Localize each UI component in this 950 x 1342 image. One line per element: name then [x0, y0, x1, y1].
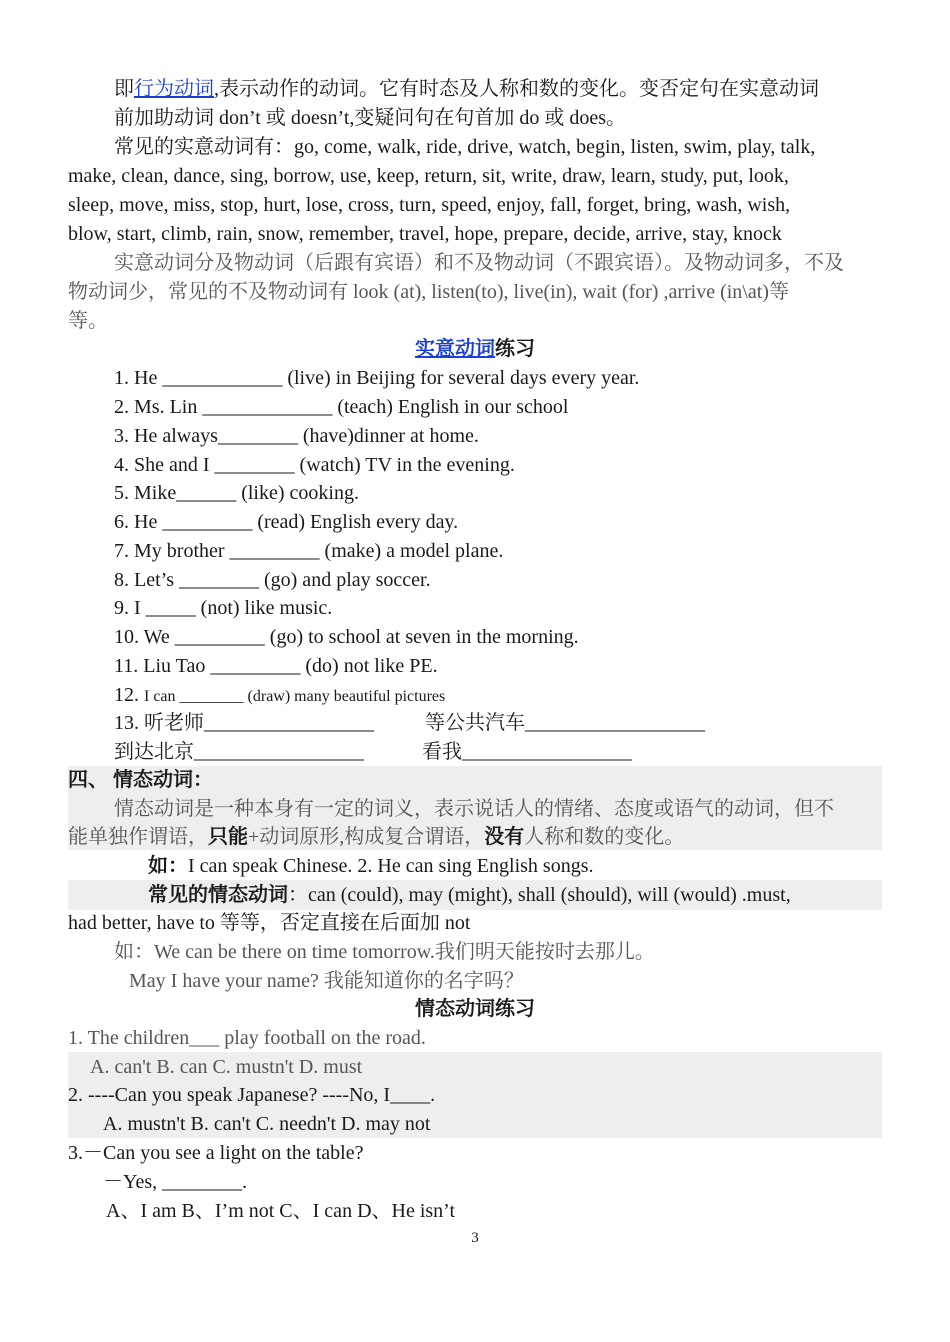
exercise1-item-10: 10. We _________ (go) to school at seven in the morning. [114, 626, 579, 648]
exercise2-q3-options: A、I am B、I’m not C、I can D、He isn’t [106, 1200, 456, 1222]
intro-line-1 [114, 75, 819, 104]
intro-line-7: 实意动词分及物动词（后跟有宾语）和不及物动词（不跟宾语）。及物动词多，不及 [114, 252, 844, 274]
exercise1-item-2: 2. Ms. Lin _____________ (teach) English in our school [114, 396, 569, 418]
modal-common-line-1 [148, 881, 791, 910]
exercise1-title-rest: 练习 [495, 338, 535, 360]
exercise2-title: 情态动词练习 [415, 998, 535, 1020]
intro-line-2: 前加助动词 don’t 或 doesn’t,变疑问句在句首加 do 或 does。 [114, 107, 627, 129]
exercise1-item-13b: 等公共汽车__________________ [425, 712, 705, 734]
action-verb-link[interactable]: 行为动词 [134, 78, 214, 100]
modal-p2-a: 能单独作谓语， [68, 826, 208, 848]
intro-line-8: 物动词少，常见的不及物动词有 look (at), listen(to), live(in), wait (for) ,arrive (in\at)等 [68, 281, 789, 303]
modal-eg-1: 如：We can be there on time tomorrow.我们明天能按时去那儿。 [114, 941, 655, 963]
exercise1-item-12 [114, 681, 445, 711]
exercise1-item-9: 9. I _____ (not) like music. [114, 597, 333, 619]
item-12-text: I can ________ (draw) many beautiful pictures [144, 688, 446, 705]
intro-line-3: 常见的实意动词有：go, come, walk, ride, drive, watch, begin, listen, swim, play, talk, [114, 136, 816, 158]
exercise1-item-7: 7. My brother _________ (make) a model plane. [114, 540, 504, 562]
intro-line-9: 等。 [68, 310, 108, 332]
exercise2-q1: 1. The children___ play football on the road. [68, 1027, 426, 1049]
modal-p2-e: 人称和数的变化。 [524, 826, 685, 848]
modal-p2-only: 只能 [208, 826, 248, 848]
page-number: 3 [471, 1230, 479, 1246]
modal-common-label: 常见的情态动词 [148, 884, 288, 906]
exercise1-item-3: 3. He always________ (have)dinner at home. [114, 425, 479, 447]
modal-example-line [148, 852, 593, 881]
exercise2-q3: 3.－Can you see a light on the table? [68, 1142, 364, 1164]
exercise2-q3-answer: －Yes, ________. [103, 1171, 248, 1193]
exercise1-item-4: 4. She and I ________ (watch) TV in the evening. [114, 454, 515, 476]
intro-prefix: 即 [114, 78, 134, 100]
exercise2-q2: 2. ----Can you speak Japanese? ----No, I____. [68, 1084, 436, 1106]
intro-line-4: make, clean, dance, sing, borrow, use, keep, return, sit, write, draw, learn, study, put, look, [68, 165, 789, 187]
exercise1-title [68, 335, 882, 364]
intro-line-6: blow, start, climb, rain, snow, remember, travel, hope, prepare, decide, arrive, stay, knock [68, 223, 782, 245]
exercise2-q1-options: A. can't B. can C. mustn't D. must [90, 1056, 363, 1078]
exercise1-item-8: 8. Let’s ________ (go) and play soccer. [114, 569, 431, 591]
exercise1-title-link[interactable]: 实意动词 [415, 338, 495, 360]
exercise1-item-11: 11. Liu Tao _________ (do) not like PE. [114, 655, 438, 677]
item-12-number: 12. [114, 684, 144, 706]
modal-common-line-2: had better, have to 等等，否定直接在后面加 not [68, 912, 471, 934]
modal-p2-c: +动词原形,构成复合谓语， [248, 826, 485, 848]
modal-eg-2: May I have your name? 我能知道你的名字吗？ [129, 970, 524, 992]
modal-paragraph-line-1: 情态动词是一种本身有一定的词义，表示说话人的情绪、态度或语气的动词，但不 [114, 798, 834, 820]
modal-example-text: I can speak Chinese. 2. He can sing English songs. [188, 855, 594, 877]
modal-heading: 四、 情态动词： [68, 769, 213, 791]
modal-paragraph-line-2 [68, 823, 684, 852]
exercise1-item-13c: 到达北京_________________ [114, 741, 364, 763]
exercise1-item-6: 6. He _________ (read) English every day. [114, 511, 459, 533]
exercise2-q2-options: A. mustn't B. can't C. needn't D. may not [103, 1113, 431, 1135]
modal-common-text: ：can (could), may (might), shall (should), will (would) .must, [288, 884, 791, 906]
modal-example-label: 如： [148, 855, 188, 877]
modal-p2-without: 没有 [484, 826, 525, 848]
exercise1-item-13d: 看我_________________ [422, 741, 632, 763]
exercise1-item-1: 1. He ____________ (live) in Beijing for several days every year. [114, 367, 640, 389]
exercise1-item-5: 5. Mike______ (like) cooking. [114, 482, 359, 504]
intro-line-1-rest: ,表示动作的动词。它有时态及人称和数的变化。变否定句在实意动词 [214, 78, 819, 100]
exercise1-item-13a: 13. 听老师_________________ [114, 712, 374, 734]
intro-line-5: sleep, move, miss, stop, hurt, lose, cross, turn, speed, enjoy, fall, forget, bring, wash, wish, [68, 194, 791, 216]
